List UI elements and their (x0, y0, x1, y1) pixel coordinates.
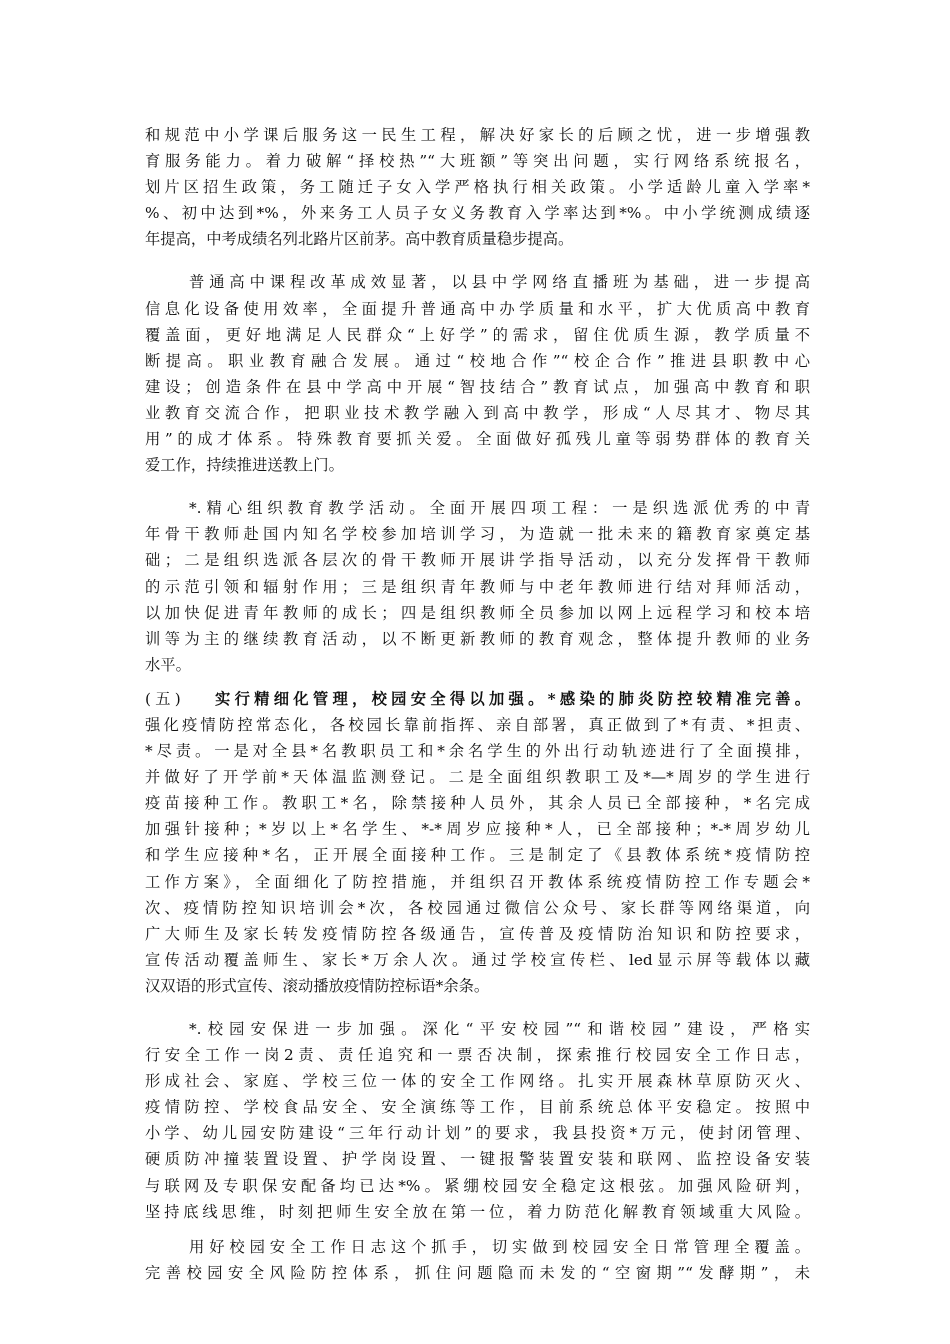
paragraph-line: 次、疫情防控知识培训会*次，各校园通过微信公众号、家长群等网络渠道，向 (145, 898, 810, 917)
document-page (145, 122, 810, 1303)
paragraph-line: 用好校园安全工作日志这个抓手，切实做到校园安全日常管理全覆盖。 (189, 1237, 810, 1256)
paragraph-line: 广大师生及家长转发疫情防控各级通告，宣传普及疫情防治知识和防控要求， (145, 924, 810, 943)
paragraph-line: 信息化设备使用效率，全面提升普通高中办学质量和水平，扩大优质高中教育 (145, 299, 810, 318)
section-title: 实行精细化管理，校园安全得以加强。*感染的肺炎防控较精准完善。 (210, 689, 810, 708)
paragraph-line: 的示范引领和辐射作用；三是组织青年教师与中老年教师进行结对拜师活动， (145, 577, 810, 596)
paragraph-line: 以加快促进青年教师的成长；四是组织教师全员参加以网上远程学习和校本培 (145, 603, 810, 622)
paragraph-line: 础；二是组织选派各层次的骨干教师开展讲学指导活动，以充分发挥骨干教师 (145, 551, 810, 570)
paragraph-line: 水平。 (145, 655, 191, 674)
paragraph-line: 年提高，中考成绩名列北路片区前茅。高中教育质量稳步提高。 (145, 230, 574, 249)
section-heading (145, 686, 810, 712)
paragraph-line: 爱工作，持续推进送教上门。 (145, 456, 344, 475)
paragraph-line: 和规范中小学课后服务这一民生工程，解决好家长的后顾之忧，进一步增强教 (145, 126, 810, 144)
paragraph-line: 和学生应接种*名，正开展全面接种工作。三是制定了《县教体系统*疫情防控 (145, 846, 810, 865)
paragraph-line: 疫苗接种工作。教职工*名，除禁接种人员外，其余人员已全部接种，*名完成 (145, 794, 810, 813)
paragraph-line: 加强针接种；*岁以上*名学生、*-*周岁应接种*人，已全部接种；*-*周岁幼儿 (145, 820, 810, 839)
section-five (145, 686, 810, 999)
paragraph-line: 业教育交流合作，把职业技术教学融入到高中教学，形成“人尽其才、物尽其 (145, 403, 810, 422)
paragraph-6 (145, 1234, 810, 1286)
paragraph-line: %、初中达到*%，外来务工人员子女义务教育入学率达到*%。中小学统测成绩逐 (145, 204, 810, 223)
paragraph-2 (145, 269, 810, 478)
paragraph-line: *尽责。一是对全县*名教职员工和*余名学生的外出行动轨迹进行了全面摸排， (145, 742, 810, 761)
paragraph-line: 建设；创造条件在县中学高中开展“智技结合”教育试点，加强高中教育和职 (145, 377, 810, 396)
paragraph-line: 行安全工作一岗2责、责任追究和一票否决制，探索推行校园安全工作日志， (145, 1046, 810, 1065)
paragraph-line: 疫情防控、学校食品安全、安全演练等工作，目前系统总体平安稳定。按照中 (145, 1098, 810, 1117)
paragraph-5 (145, 1016, 810, 1225)
paragraph-line: 小学、幼儿园安防建设“三年行动计划”的要求，我县投资*万元，使封闭管理、 (145, 1124, 810, 1143)
paragraph-line: 宣传活动覆盖师生、家长*万余人次。通过学校宣传栏、led显示屏等载体以藏 (145, 950, 810, 969)
paragraph-line: *.校园安保进一步加强。深化“平安校园”“和谐校园”建设，严格实 (189, 1020, 810, 1038)
paragraph-line: 硬质防冲撞装置设置、护学岗设置、一键报警装置安装和联网、监控设备安装 (145, 1150, 810, 1169)
paragraph-line: 与联网及专职保安配备均已达*%。紧绷校园安全稳定这根弦。加强风险研判， (145, 1176, 810, 1195)
paragraph-line: 训等为主的继续教育活动，以不断更新教师的教育观念，整体提升教师的业务 (145, 629, 810, 648)
paragraph-line: *.精心组织教育教学活动。全面开展四项工程：一是织选派优秀的中青 (189, 499, 810, 518)
section-number: (五) (145, 689, 181, 708)
paragraph-line: 年骨干教师赴国内知名学校参加培训学习，为造就一批未来的籍教育家奠定基 (145, 525, 810, 544)
paragraph-line: 形成社会、家庭、学校三位一体的安全工作网络。扎实开展森林草原防灭火、 (145, 1072, 810, 1091)
paragraph-line: 划片区招生政策，务工随迁子女入学严格执行相关政策。小学适龄儿童入学率* (145, 178, 810, 197)
paragraph-line: 育服务能力。着力破解“择校热”“大班额”等突出问题，实行网络系统报名， (145, 152, 810, 171)
paragraph-line: 用”的成才体系。特殊教育要抓关爱。全面做好孤残儿童等弱势群体的教育关 (145, 430, 810, 449)
paragraph-1 (145, 122, 810, 252)
paragraph-line: 断提高。职业教育融合发展。通过“校地合作”“校企合作”推进县职教中心 (145, 351, 810, 370)
paragraph-3 (145, 495, 810, 678)
paragraph-line: 坚持底线思维，时刻把师生安全放在第一位，着力防范化解教育领域重大风险。 (145, 1202, 810, 1221)
paragraph-line: 工作方案》，全面细化了防控措施，并组织召开教体系统疫情防控工作专题会* (145, 872, 810, 891)
paragraph-line: 完善校园安全风险防控体系，抓住问题隐而未发的“空窗期”“发酵期”，未 (145, 1263, 810, 1282)
paragraph-line: 汉双语的形式宣传、滚动播放疫情防控标语*余条。 (145, 976, 490, 995)
paragraph-line: 并做好了开学前*天体温监测登记。二是全面组织教职工及*—*周岁的学生进行 (145, 768, 810, 787)
paragraph-line: 普通高中课程改革成效显著，以县中学网络直播班为基础，进一步提高 (189, 273, 810, 292)
paragraph-line: 覆盖面，更好地满足人民群众“上好学”的需求，留住优质生源，教学质量不 (145, 325, 810, 344)
paragraph-line: 强化疫情防控常态化，各校园长靠前指挥、亲自部署，真正做到了*有责、*担责、 (145, 715, 810, 734)
